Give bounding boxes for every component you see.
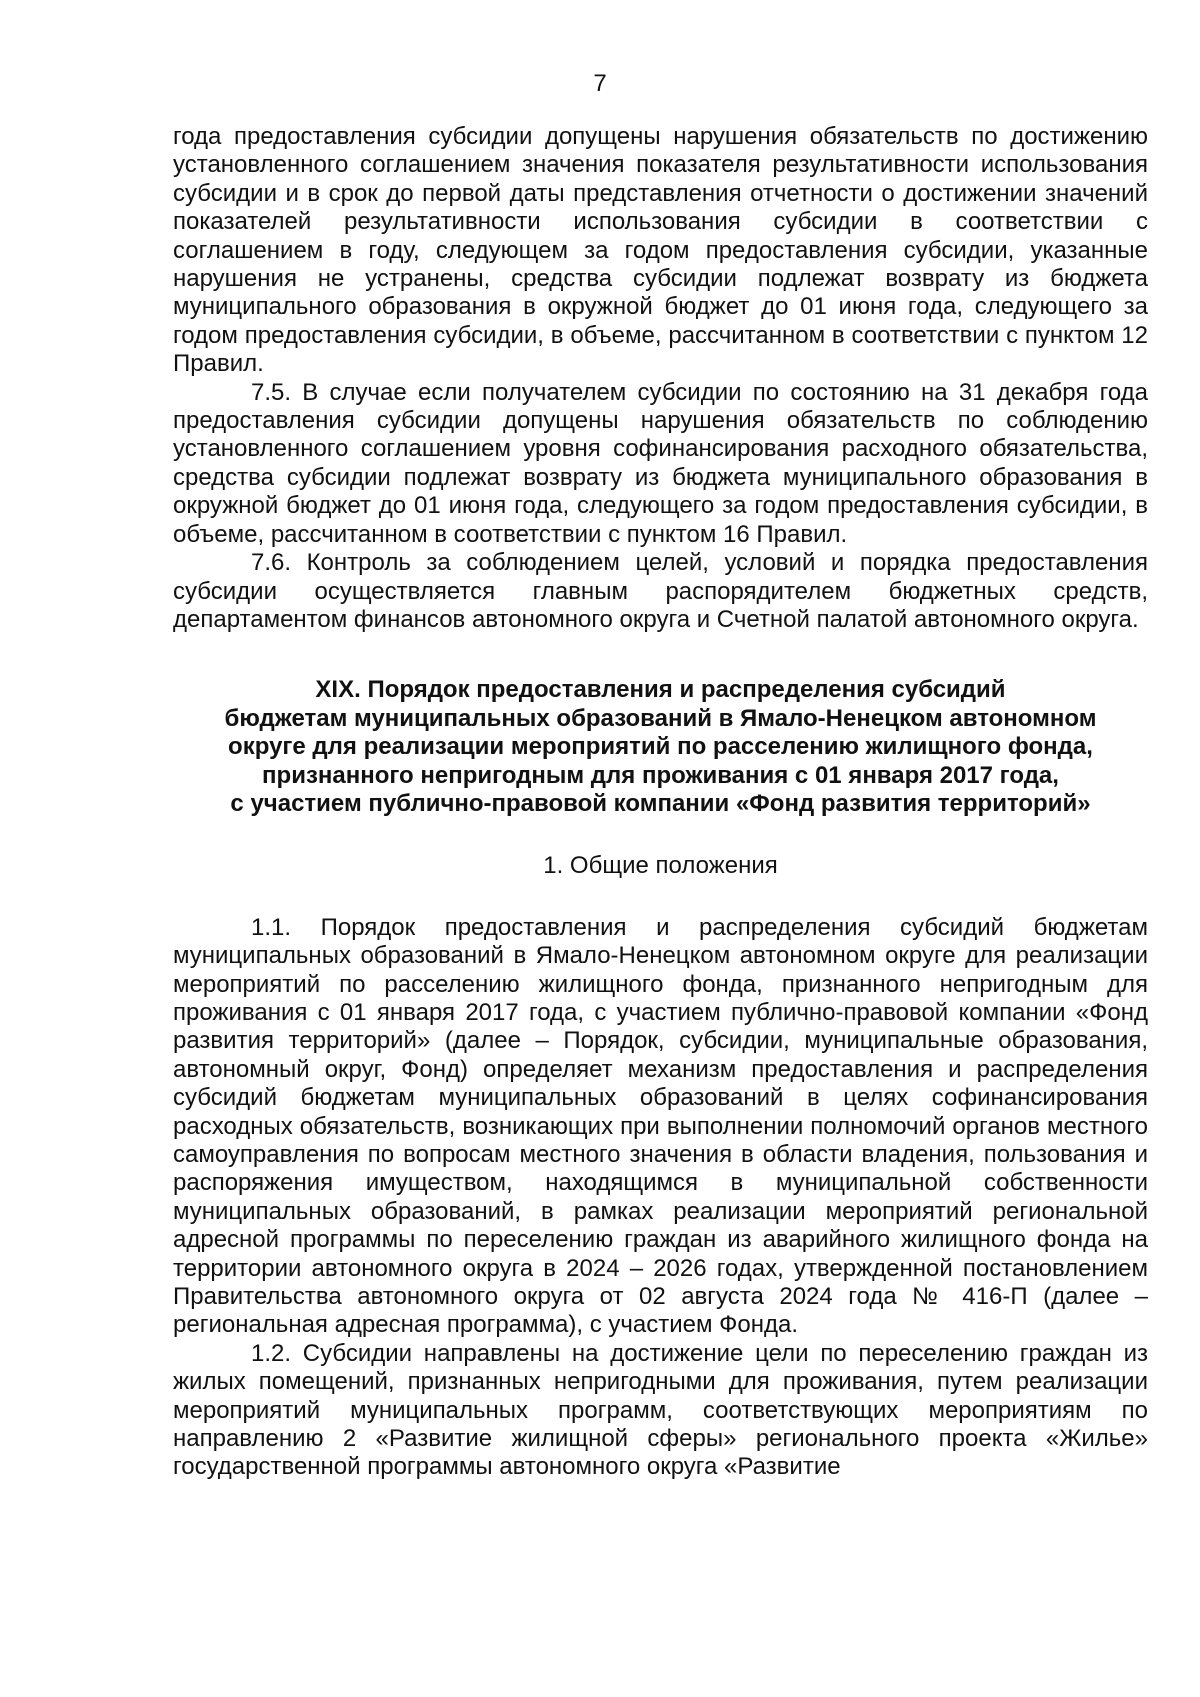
section-title-line: бюджетам муниципальных образований в Ямало-Ненецком автономном xyxy=(224,704,1097,732)
section-title-line: округе для реализации мероприятий по расселению жилищного фонда, xyxy=(228,733,1093,761)
section-title-line: XIX. Порядок предоставления и распределения субсидий xyxy=(315,676,1006,704)
paragraph-7-5: 7.5. В случае если получателем субсидии по состоянию на 31 декабря года предоставления субсидии допущены нарушения обязательств по соблюдению установленного соглашением уровня софинансирования расходного обязательства, средства субсидии подлежат возврату из бюджета муниципального образования в окружной бюджет до 01 июня года, следующего за годом предоставления субсидии, в объеме, рассчитанном в соответствии с пунктом 16 Правил. xyxy=(173,378,1148,548)
document-body xyxy=(173,123,1148,1482)
section-title-line: с участием публично-правовой компании «Фонд развития территорий» xyxy=(230,789,1091,817)
paragraph-1-2: 1.2. Субсидии направлены на достижение цели по переселению граждан из жилых помещений, признанных непригодными для проживания, путем реализации мероприятий муниципальных программ, соответствующих мероприятиям по направлению 2 «Развитие жилищной сферы» регионального проекта «Жилье» государственной программы автономного округа «Развитие xyxy=(173,1339,1148,1481)
subsection-title: 1. Общие положения xyxy=(543,852,778,880)
section-title-line: признанного непригодным для проживания с 01 января 2017 года, xyxy=(262,761,1059,789)
paragraph-continuation: года предоставления субсидии допущены нарушения обязательств по достижению установленного соглашением значения показателя результативности использования субсидии и в срок до первой даты представления отчетности о достижении значений показателей результативности использования субсидии в соответствии с соглашением в году, следующем за годом предоставления субсидии, указанные нарушения не устранены, средства субсидии подлежат возврату из бюджета муниципального образования в окружной бюджет до 01 июня года, следующего за годом предоставления субсидии, в объеме, рассчитанном в соответствии с пунктом 12 Правил. xyxy=(173,123,1148,378)
section-title xyxy=(173,676,1148,818)
page-number: 7 xyxy=(593,70,607,97)
paragraph-1-1: 1.1. Порядок предоставления и распределения субсидий бюджетам муниципальных образований в Ямало-Ненецком автономном округе для реализации мероприятий по расселению жилищного фонда, признанного непригодным для проживания с 01 января 2017 года, с участием публично-правовой компании «Фонд развития территорий» (далее – Порядок, субсидии, муниципальные образования, автономный округ, Фонд) определяет механизм предоставления и распределения субсидий бюджетам муниципальных образований в целях софинансирования расходных обязательств, возникающих при выполнении полномочий органов местного самоуправления по вопросам местного значения в области владения, пользования и распоряжения имуществом, находящимся в муниципальной собственности муниципальных образований, в рамках реализации мероприятий региональной адресной программы по переселению граждан из аварийного жилищного фонда на территории автономного округа в 2024 – 2026 годах, утвержденной постановлением Правительства автономного округа от 02 августа 2024 года № 416-П (далее – региональная адресная программа), с участием Фонда. xyxy=(173,913,1148,1339)
paragraph-7-6: 7.6. Контроль за соблюдением целей, условий и порядка предоставления субсидии осуществляется главным распорядителем бюджетных средств, департаментом финансов автономного округа и Счетной палатой автономного округа. xyxy=(173,549,1148,633)
